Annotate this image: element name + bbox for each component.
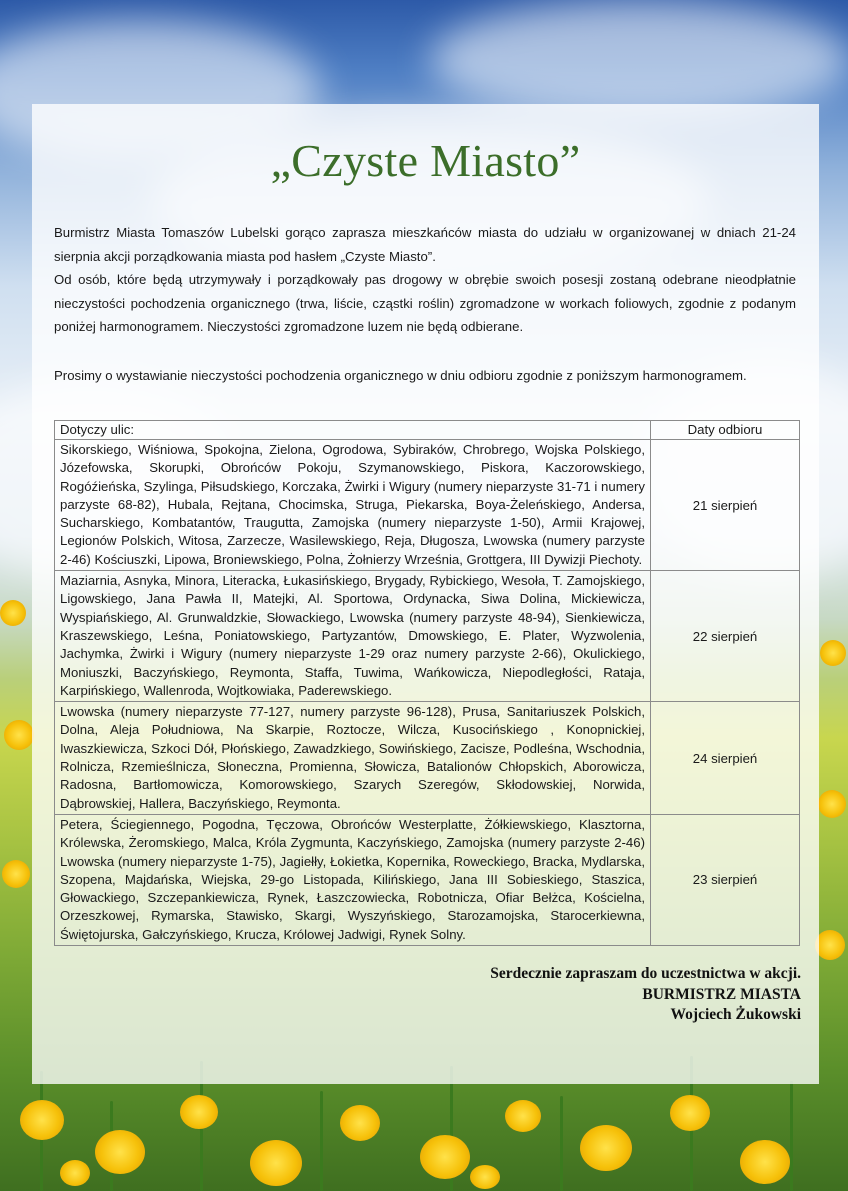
grass-blade xyxy=(320,1091,323,1191)
streets-column-header: Dotyczy ulic: xyxy=(55,421,651,440)
table-row xyxy=(55,571,800,702)
dandelion-flower xyxy=(820,640,846,666)
cloud-shape xyxy=(430,0,848,120)
dandelion-flower xyxy=(505,1100,541,1132)
grass-blade xyxy=(790,1081,793,1191)
dandelion-flower xyxy=(2,860,30,888)
grass-blade xyxy=(560,1096,563,1191)
dandelion-flower xyxy=(580,1125,632,1171)
page-title: „Czyste Miasto” xyxy=(270,135,581,186)
request-paragraph: Prosimy o wystawianie nieczystości pochodzenia organicznego w dniu odbioru zgodnie z poniższym harmonogramem. xyxy=(54,368,747,383)
dandelion-flower xyxy=(670,1095,710,1131)
dandelion-flower xyxy=(180,1095,218,1129)
dandelion-flower xyxy=(740,1140,790,1184)
dandelion-flower xyxy=(470,1165,500,1189)
signature-block xyxy=(490,964,801,1026)
table-header-row xyxy=(55,421,800,440)
intro-paragraph: Burmistrz Miasta Tomaszów Lubelski gorąco zaprasza mieszkańców miasta do udziału w organizowanej w dniach 21-24 sierpnia akcji porządkowania miasta pod hasłem „Czyste Miasto”. xyxy=(54,225,796,264)
streets-cell: Lwowska (numery nieparzyste 77-127, numery parzyste 96-128), Prusa, Sanitariuszek Polskich, Dolna, Aleja Południowa, Na Skarpie, Roztocze, Wilcza, Kusocińskiego , Konopnickiej, Iwaszkiewicza, Szkoci Dół, Płońskiego, Zawadzkiego, Sowińskiego, Zacisze, Podleśna, Wschodnia, Rolnicza, Rzemieślnicza, Słoneczna, Promienna, Słowicza, Batalionów Chłopskich, Aborowicza, Radosna, Bartłomowicza, Komorowskiego, Szarych Szeregów, Skłodowskiej, Norwida, Dąbrowskiej, Hallera, Baczyńskiego, Reymonta. xyxy=(55,702,651,815)
dandelion-flower xyxy=(818,790,846,818)
date-cell: 24 sierpień xyxy=(651,702,800,815)
dandelion-flower xyxy=(0,600,26,626)
dandelion-flower xyxy=(250,1140,302,1186)
dandelion-flower xyxy=(815,930,845,960)
mayor-role: BURMISTRZ MIASTA xyxy=(642,985,801,1003)
dates-column-header: Daty odbioru xyxy=(651,421,800,440)
collection-info-paragraph: Od osób, które będą utrzymywały i porządkowały pas drogowy w obrębie swoich posesji zostaną odebrane nieodpłatnie nieczystości pochodzenia organicznego (trwa, liście, cząstki roślin) zgromadzone w workach foliowych, zgodnie z podanym poniżej harmonogramem. Nieczystości zgromadzone luzem nie będą odbierane. xyxy=(54,272,796,334)
dandelion-flower xyxy=(95,1130,145,1174)
table-row xyxy=(55,814,800,945)
schedule-table xyxy=(54,420,800,946)
date-cell: 23 sierpień xyxy=(651,814,800,945)
streets-cell: Petera, Ściegiennego, Pogodna, Tęczowa, Obrońców Westerplatte, Żółkiewskiego, Klasztorna, Królewska, Żeromskiego, Malca, Króla Zygmunta, Kaczyńskiego, Zamojska (numery parzyste 2-46) Lwowska (numery nieparzyste 1-75), Jagiełły, Łokietka, Kopernika, Roweckiego, Bracka, Mydlarska, Szopena, Majdańska, Wiejska, 29-go Listopada, Kilińskiego, Jana III Sobieskiego, Staszica, Głowackiego, Szczepankiewicza, Rynek, Łaszczowiecka, Robotnicza, Ofiar Bełżca, Kościelna, Orzeszkowej, Rymarska, Stawisko, Skargi, Wyszyńskiego, Starozamojska, Starocerkiewna, Świętojurska, Gałczyńskiego, Krucza, Królowej Jadwigi, Rynek Solny. xyxy=(55,814,651,945)
date-cell: 21 sierpień xyxy=(651,440,800,571)
dandelion-flower xyxy=(340,1105,380,1141)
date-cell: 22 sierpień xyxy=(651,571,800,702)
dandelion-flower xyxy=(420,1135,470,1179)
table-row xyxy=(55,702,800,815)
dandelion-flower xyxy=(60,1160,90,1186)
dandelion-flower xyxy=(4,720,34,750)
streets-cell: Sikorskiego, Wiśniowa, Spokojna, Zielona, Ogrodowa, Sybiraków, Chrobrego, Wojska Polskiego, Józefowska, Skorupki, Obrońców Pokoju, Szymanowskiego, Piskora, Kaczorowskiego, Rogóźieńska, Szylinga, Piłsudskiego, Korczaka, Żwirki i Wigury (numery nieparzyste 31-71 i numery parzyste 68-82), Hubala, Rejtana, Chocimska, Struga, Piekarska, Boya-Żeleńskiego, Andersa, Sucharskiego, Kombatantów, Traugutta, Zamojska (numery nieparzyste 1-50), Armii Krajowej, Legionów Polskich, Witosa, Zarzecze, Wasilewskiego, Reja, Długosza, Lwowska (numery parzyste 2-46) Kościuszki, Lipowa, Broniewskiego, Polna, Żołnierzy Września, Grottgera, III Dywizji Piechoty. xyxy=(55,440,651,571)
table-row xyxy=(55,440,800,571)
dandelion-flower xyxy=(20,1100,64,1140)
closing-invitation: Serdecznie zapraszam do uczestnictwa w akcji. xyxy=(490,965,801,982)
mayor-name: Wojciech Żukowski xyxy=(670,1006,801,1023)
streets-cell: Maziarnia, Asnyka, Minora, Literacka, Łukasińskiego, Brygady, Rybickiego, Wesoła, T. Zamojskiego, Ligowskiego, Jana Pawła II, Matejki, Al. Sportowa, Ordynacka, Siwa Dolina, Mickiewicza, Wyspiańskiego, Al. Grunwaldzkie, Słowackiego, Lwowska (numery parzyste 48-94), Sienkiewicza, Kraszewskiego, Leśna, Poniatowskiego, Partyzantów, Dmowskiego, E. Plater, Wyzwolenia, Jachymka, Żwirki i Wigury (numery nieparzyste 1-29 oraz numery parzyste 2-66), Okulickiego, Moniuszki, Baczyńskiego, Reymonta, Staffa, Tuwima, Wańkowicza, Niepodległości, Rataja, Karpińskiego, Wallenroda, Wojtkowiaka, Paderewskiego. xyxy=(55,571,651,702)
announcement-panel xyxy=(32,104,819,1084)
